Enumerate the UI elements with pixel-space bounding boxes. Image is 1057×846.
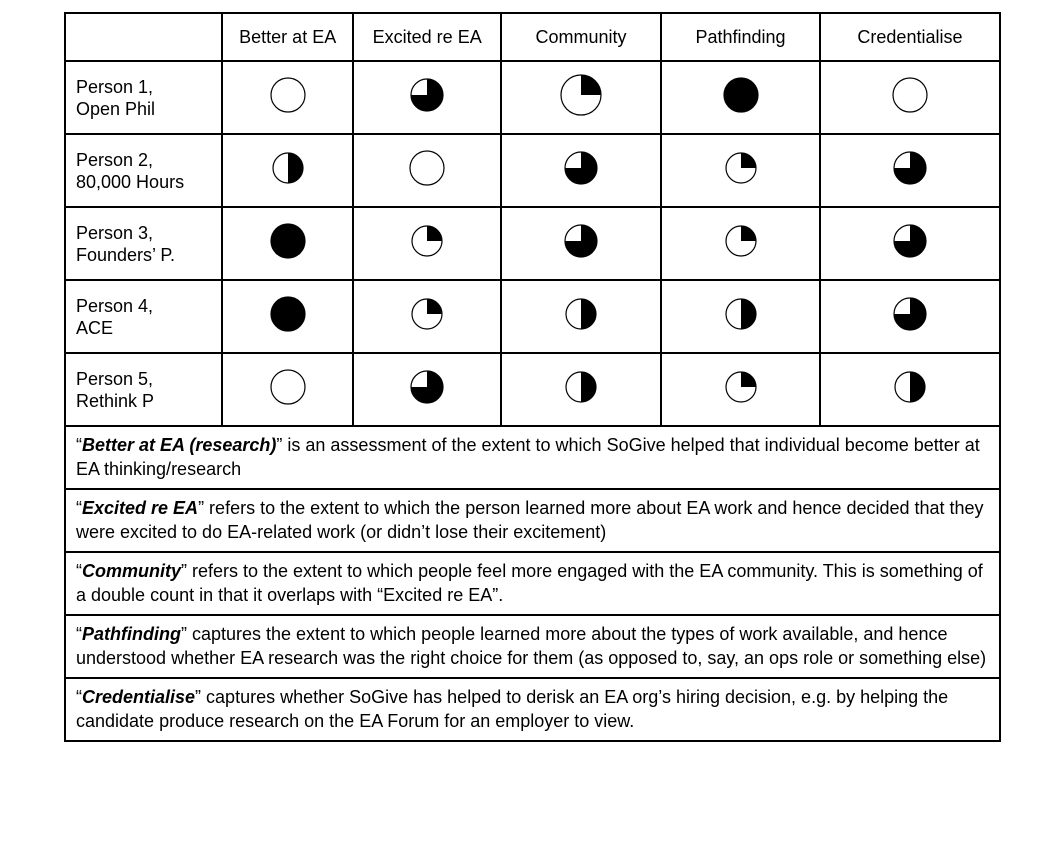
harvey-ball-icon — [565, 369, 597, 410]
header-better-at-ea: Better at EA — [222, 13, 353, 61]
score-cell-community — [501, 61, 661, 134]
harvey-ball-icon — [411, 296, 443, 337]
score-cell-better-at-ea — [222, 61, 353, 134]
definition-note — [65, 615, 1000, 678]
open-quote: “ — [76, 498, 82, 518]
harvey-ball-icon — [723, 75, 759, 120]
open-quote: “ — [76, 435, 82, 455]
score-cell-credentialise — [820, 61, 1000, 134]
note-text: ” is an assessment of the extent to which SoGive helped that individual become better at EA thinking/research — [76, 435, 980, 479]
harvey-ball-icon — [565, 296, 597, 337]
score-cell-pathfinding — [661, 353, 820, 426]
score-cell-excited-re-ea — [353, 61, 501, 134]
score-cell-pathfinding — [661, 61, 820, 134]
person-cell — [65, 134, 222, 207]
note-term: Better at EA (research) — [82, 435, 277, 455]
person-cell — [65, 61, 222, 134]
person-name: Person 1, — [76, 76, 154, 97]
harvey-ball-icon — [892, 75, 928, 120]
score-cell-excited-re-ea — [353, 134, 501, 207]
harvey-ball-icon — [893, 149, 927, 192]
harvey-ball-icon — [410, 76, 444, 119]
harvey-ball-icon — [894, 369, 926, 410]
harvey-ball-icon — [410, 368, 444, 411]
table-row — [65, 280, 1000, 353]
person-org: Open Phil — [76, 98, 156, 119]
definition-note — [65, 552, 1000, 615]
header-row — [65, 13, 1000, 61]
harvey-ball-icon — [564, 222, 598, 265]
harvey-ball-icon — [270, 221, 306, 266]
open-quote: “ — [76, 687, 82, 707]
harvey-ball-icon — [725, 296, 757, 337]
harvey-ball-icon — [270, 75, 306, 120]
harvey-ball-icon — [725, 223, 757, 264]
score-cell-pathfinding — [661, 280, 820, 353]
note-term: Excited re EA — [82, 498, 199, 518]
note-text: ” captures whether SoGive has helped to derisk an EA org’s hiring decision, e.g. by helping the candidate produce research on the EA Forum for an employer to view. — [76, 687, 949, 731]
harvey-ball-icon — [270, 367, 306, 412]
definition-note — [65, 678, 1000, 741]
assessment-table — [64, 12, 1001, 742]
harvey-ball-icon — [725, 369, 757, 410]
note-row — [65, 552, 1000, 615]
header-community: Community — [501, 13, 661, 61]
score-cell-credentialise — [820, 207, 1000, 280]
harvey-ball-icon — [893, 295, 927, 338]
harvey-ball-icon — [272, 150, 304, 191]
harvey-ball-icon — [411, 223, 443, 264]
score-cell-credentialise — [820, 353, 1000, 426]
score-cell-better-at-ea — [222, 280, 353, 353]
score-cell-excited-re-ea — [353, 353, 501, 426]
table-row — [65, 61, 1000, 134]
header-corner — [65, 13, 222, 61]
person-org: Founders’ P. — [76, 244, 176, 265]
person-org: 80,000 Hours — [76, 171, 185, 192]
harvey-ball-icon — [725, 150, 757, 191]
score-cell-better-at-ea — [222, 207, 353, 280]
harvey-ball-icon — [409, 148, 445, 193]
note-row — [65, 426, 1000, 489]
score-cell-excited-re-ea — [353, 207, 501, 280]
score-cell-credentialise — [820, 280, 1000, 353]
harvey-ball-icon — [270, 294, 306, 339]
person-cell — [65, 207, 222, 280]
score-cell-pathfinding — [661, 207, 820, 280]
person-name: Person 3, — [76, 222, 154, 243]
person-name: Person 5, — [76, 368, 154, 389]
note-text: ” refers to the extent to which people feel more engaged with the EA community. This is something of a double count in that it overlaps with “Excited re EA”. — [76, 561, 983, 605]
person-org: ACE — [76, 317, 114, 338]
person-org: Rethink P — [76, 390, 155, 411]
score-cell-community — [501, 134, 661, 207]
definition-note — [65, 489, 1000, 552]
note-term: Community — [82, 561, 181, 581]
person-cell — [65, 353, 222, 426]
note-term: Credentialise — [82, 687, 196, 707]
definition-note — [65, 426, 1000, 489]
harvey-ball-icon — [564, 149, 598, 192]
header-pathfinding: Pathfinding — [661, 13, 820, 61]
score-cell-credentialise — [820, 134, 1000, 207]
table-row — [65, 207, 1000, 280]
note-term: Pathfinding — [82, 624, 181, 644]
score-cell-pathfinding — [661, 134, 820, 207]
score-cell-better-at-ea — [222, 353, 353, 426]
header-excited-re-ea: Excited re EA — [353, 13, 501, 61]
person-name: Person 2, — [76, 149, 154, 170]
table-row — [65, 134, 1000, 207]
note-row — [65, 678, 1000, 741]
score-cell-community — [501, 207, 661, 280]
score-cell-community — [501, 353, 661, 426]
note-text: ” captures the extent to which people learned more about the types of work available, and hence understood whether EA research was the right choice for them (as opposed to, say, an ops role or something else) — [76, 624, 987, 668]
person-name: Person 4, — [76, 295, 154, 316]
note-row — [65, 615, 1000, 678]
score-cell-better-at-ea — [222, 134, 353, 207]
harvey-ball-icon — [893, 222, 927, 265]
score-cell-community — [501, 280, 661, 353]
header-credentialise: Credentialise — [820, 13, 1000, 61]
person-cell — [65, 280, 222, 353]
score-cell-excited-re-ea — [353, 280, 501, 353]
open-quote: “ — [76, 624, 82, 644]
table-row — [65, 353, 1000, 426]
harvey-ball-icon — [560, 72, 602, 123]
note-row — [65, 489, 1000, 552]
note-text: ” refers to the extent to which the person learned more about EA work and hence decided that they were excited to do EA-related work (or didn’t lose their excitement) — [76, 498, 984, 542]
open-quote: “ — [76, 561, 82, 581]
